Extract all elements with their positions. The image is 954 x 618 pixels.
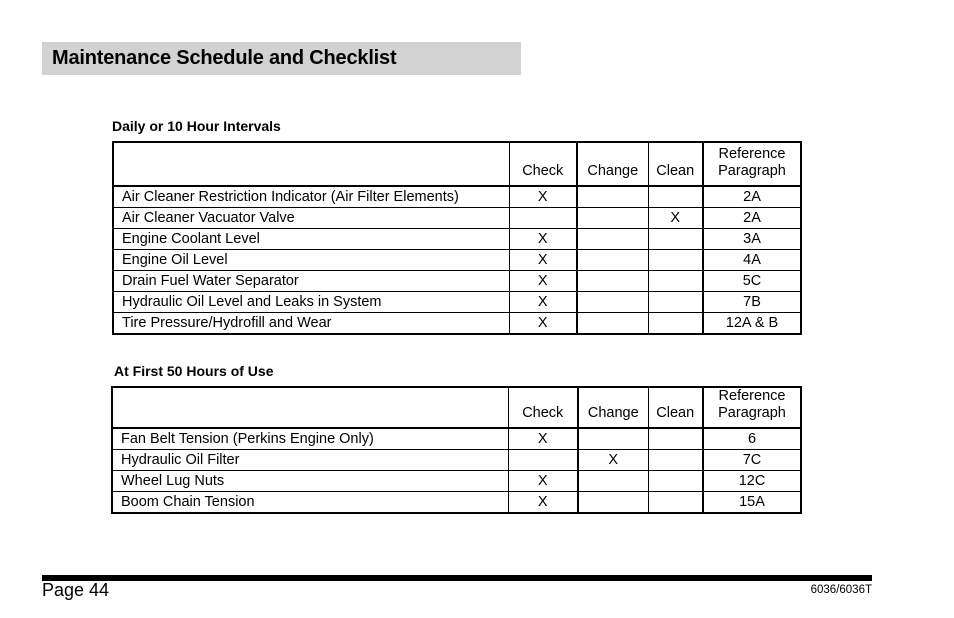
table-row bbox=[113, 229, 801, 250]
check-cell: X bbox=[508, 471, 578, 492]
check-column-header: Check bbox=[509, 142, 577, 186]
clean-cell bbox=[648, 471, 703, 492]
clean-cell bbox=[648, 250, 703, 271]
check-cell: X bbox=[508, 492, 578, 514]
reference-cell: 2A bbox=[703, 208, 801, 229]
first-50-hours-table bbox=[111, 386, 802, 514]
clean-cell bbox=[648, 271, 703, 292]
table-row bbox=[113, 313, 801, 335]
table-row bbox=[112, 492, 801, 514]
reference-header-line2: Paragraph bbox=[718, 163, 786, 179]
check-column-header: Check bbox=[508, 387, 578, 428]
title-bar bbox=[42, 42, 521, 75]
change-cell bbox=[577, 292, 648, 313]
table-row bbox=[113, 292, 801, 313]
clean-cell bbox=[648, 186, 703, 208]
maintenance-item: Drain Fuel Water Separator bbox=[113, 271, 509, 292]
change-cell bbox=[578, 428, 648, 450]
section-heading-daily: Daily or 10 Hour Intervals bbox=[112, 118, 281, 134]
change-cell bbox=[578, 492, 648, 514]
model-number: 6036/6036T bbox=[810, 584, 872, 596]
reference-header-line1: Reference bbox=[718, 146, 786, 162]
section-heading-first-50-hours: At First 50 Hours of Use bbox=[114, 363, 274, 379]
reference-cell: 2A bbox=[703, 186, 801, 208]
clean-cell bbox=[648, 428, 703, 450]
reference-cell: 5C bbox=[703, 271, 801, 292]
change-cell bbox=[577, 208, 648, 229]
reference-cell: 4A bbox=[703, 250, 801, 271]
reference-cell: 7C bbox=[703, 450, 801, 471]
reference-cell: 7B bbox=[703, 292, 801, 313]
table-row bbox=[112, 428, 801, 450]
reference-header-line1: Reference bbox=[718, 388, 786, 404]
change-cell bbox=[577, 229, 648, 250]
footer-rule bbox=[42, 575, 872, 581]
item-column-header bbox=[112, 387, 508, 428]
page-title: Maintenance Schedule and Checklist bbox=[52, 47, 397, 69]
clean-cell bbox=[648, 450, 703, 471]
check-cell: X bbox=[509, 229, 577, 250]
change-column-header: Change bbox=[578, 387, 648, 428]
daily-maintenance-table bbox=[112, 141, 802, 335]
table-row bbox=[113, 186, 801, 208]
clean-cell bbox=[648, 292, 703, 313]
maintenance-item: Engine Oil Level bbox=[113, 250, 509, 271]
item-column-header bbox=[113, 142, 509, 186]
check-cell: X bbox=[509, 250, 577, 271]
table-header-row bbox=[112, 387, 801, 428]
maintenance-item: Boom Chain Tension bbox=[112, 492, 508, 514]
table-row bbox=[112, 471, 801, 492]
change-cell bbox=[577, 313, 648, 335]
table-row bbox=[113, 250, 801, 271]
maintenance-item: Tire Pressure/Hydrofill and Wear bbox=[113, 313, 509, 335]
reference-column-header bbox=[703, 142, 801, 186]
maintenance-item: Engine Coolant Level bbox=[113, 229, 509, 250]
change-cell bbox=[577, 250, 648, 271]
check-cell: X bbox=[509, 292, 577, 313]
reference-cell: 12A & B bbox=[703, 313, 801, 335]
change-cell: X bbox=[578, 450, 648, 471]
check-cell: X bbox=[509, 186, 577, 208]
change-cell bbox=[578, 471, 648, 492]
check-cell: X bbox=[509, 313, 577, 335]
maintenance-item: Air Cleaner Restriction Indicator (Air Filter Elements) bbox=[113, 186, 509, 208]
maintenance-item: Wheel Lug Nuts bbox=[112, 471, 508, 492]
maintenance-item: Air Cleaner Vacuator Valve bbox=[113, 208, 509, 229]
clean-cell: X bbox=[648, 208, 703, 229]
clean-column-header: Clean bbox=[648, 142, 703, 186]
reference-cell: 3A bbox=[703, 229, 801, 250]
page-number: Page 44 bbox=[42, 580, 110, 600]
reference-cell: 15A bbox=[703, 492, 801, 514]
table-header-row bbox=[113, 142, 801, 186]
clean-column-header: Clean bbox=[648, 387, 703, 428]
change-column-header: Change bbox=[577, 142, 648, 186]
check-cell bbox=[508, 450, 578, 471]
maintenance-item: Hydraulic Oil Level and Leaks in System bbox=[113, 292, 509, 313]
check-cell: X bbox=[508, 428, 578, 450]
reference-column-header bbox=[703, 387, 801, 428]
maintenance-item: Hydraulic Oil Filter bbox=[112, 450, 508, 471]
clean-cell bbox=[648, 229, 703, 250]
reference-header-line2: Paragraph bbox=[718, 405, 786, 421]
maintenance-item: Fan Belt Tension (Perkins Engine Only) bbox=[112, 428, 508, 450]
change-cell bbox=[577, 186, 648, 208]
table-row bbox=[113, 271, 801, 292]
change-cell bbox=[577, 271, 648, 292]
table-row bbox=[113, 208, 801, 229]
reference-cell: 6 bbox=[703, 428, 801, 450]
clean-cell bbox=[648, 313, 703, 335]
reference-cell: 12C bbox=[703, 471, 801, 492]
check-cell: X bbox=[509, 271, 577, 292]
table-row bbox=[112, 450, 801, 471]
check-cell bbox=[509, 208, 577, 229]
clean-cell bbox=[648, 492, 703, 514]
